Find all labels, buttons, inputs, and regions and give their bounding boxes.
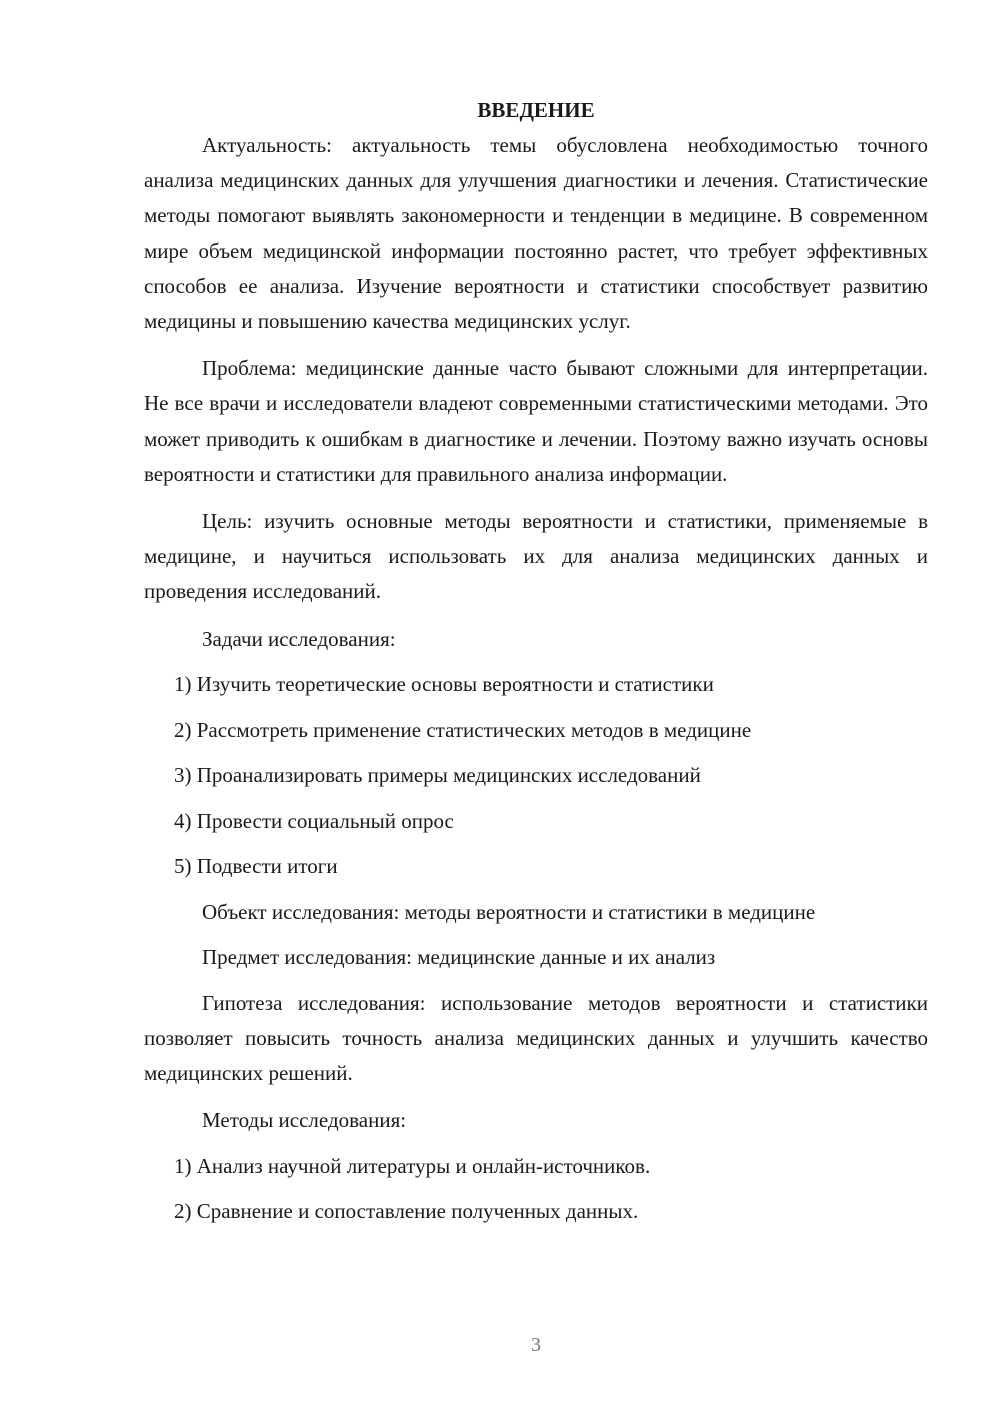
paragraph-relevance: Актуальность: актуальность темы обусловлена необходимостью точного анализа медицинских данных для улучшения диагностики и лечения. Статистические методы помогают выявлять закономерности и тенденции в медицине. В современном мире объем медицинской информации постоянно растет, что требует эффективных способов ее анализа. Изучение вероятности и статистики способствует развитию медицины и повышению качества медицинских услуг. — [144, 133, 928, 334]
task-item: 3) Проанализировать примеры медицинских исследований — [174, 763, 701, 788]
page-title: ВВЕДЕНИЕ — [477, 98, 595, 122]
document-page — [144, 95, 928, 1240]
method-item: 1) Анализ научной литературы и онлайн-источников. — [174, 1153, 651, 1178]
paragraph-hypothesis: Гипотеза исследования: использование методов вероятности и статистики позволяет повысить точность анализа медицинских данных и улучшить качество медицинских решений. — [144, 990, 928, 1086]
task-item: 4) Провести социальный опрос — [174, 808, 454, 833]
task-item: 5) Подвести итоги — [174, 854, 338, 879]
paragraph-object: Объект исследования: методы вероятности и статистики в медицине — [202, 899, 816, 924]
paragraph-problem: Проблема: медицинские данные часто бывают сложными для интерпретации. Не все врачи и исследователи владеют современными статистическими методами. Это может приводить к ошибкам в диагностике и лечении. Поэтому важно изучать основы вероятности и статистики для правильного анализа информации. — [144, 356, 928, 486]
tasks-list — [144, 667, 928, 884]
methods-heading: Методы исследования: — [202, 1108, 407, 1133]
paragraph-subject: Предмет исследования: медицинские данные и их анализ — [202, 945, 716, 970]
task-item: 2) Рассмотреть применение статистических методов в медицине — [174, 717, 752, 742]
methods-list — [144, 1149, 928, 1230]
paragraph-goal: Цель: изучить основные методы вероятности и статистики, применяемые в медицине, и научиться использовать их для анализа медицинских данных и проведения исследований. — [144, 509, 928, 604]
page-number: 3 — [531, 1334, 541, 1356]
method-item: 2) Сравнение и сопоставление полученных данных. — [174, 1199, 639, 1224]
task-item: 1) Изучить теоретические основы вероятности и статистики — [174, 672, 714, 697]
tasks-heading: Задачи исследования: — [202, 626, 396, 651]
